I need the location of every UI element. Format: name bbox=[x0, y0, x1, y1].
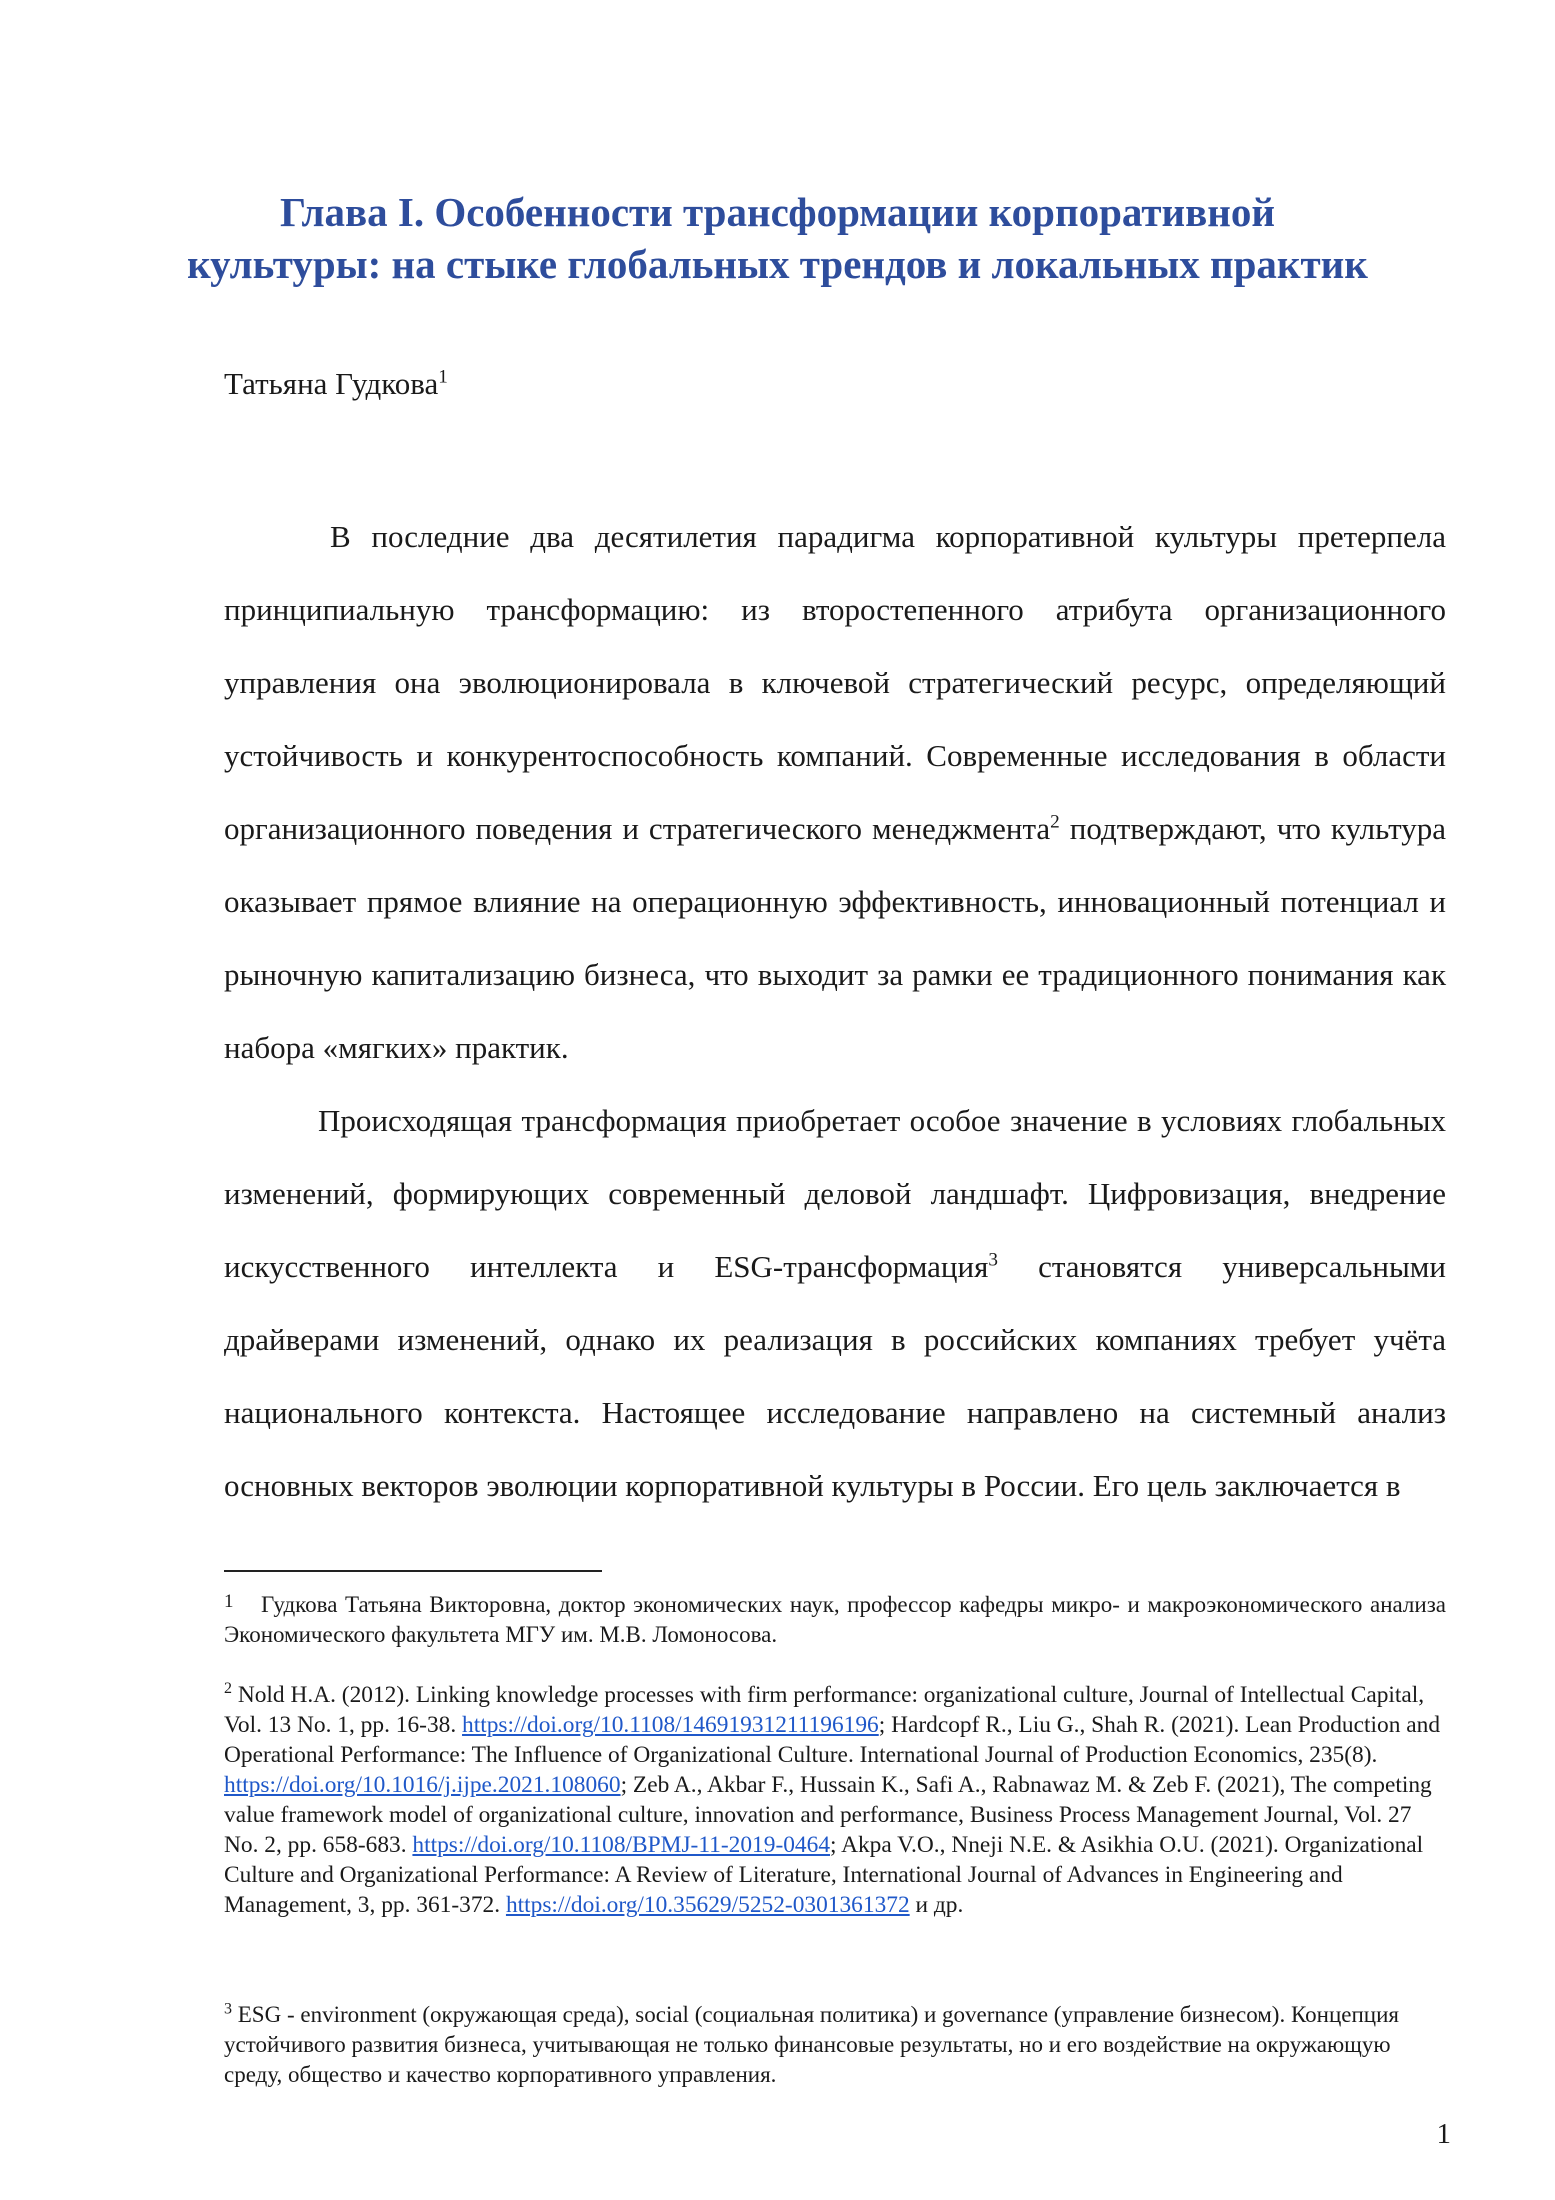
doi-link-4[interactable]: https://doi.org/10.35629/5252-0301361372 bbox=[505, 1892, 910, 1918]
footnote-2-text-3: ; Zeb A., Akbar F., Hussain K., Safi A., Rabnawaz M. & Zeb F. (2021), The competing value framework model of organizational culture, innovation and performance, Business Process Management Journal, Vol. 27 No. 2, pp. 658-683. bbox=[224, 1772, 1432, 1858]
footnote-2-number: 2 bbox=[224, 1680, 232, 1698]
footnote-1-text: Гудкова Татьяна Викторовна, доктор экономических наук, профессор кафедры микро- и макроэкономического анализа Экономического факультета МГУ им. М.В. Ломоносова. bbox=[224, 1592, 1446, 1647]
paragraph-1 bbox=[224, 500, 1446, 1084]
paragraph-1-text-b: подтверждают, что культура оказывает прямое влияние на операционную эффективность, инновационный потенциал и рыночную капитализацию бизнеса, что выходит за рамки ее традиционного понимания как набора «мягких» практик. bbox=[224, 811, 1447, 1065]
author-line bbox=[224, 364, 448, 404]
footnote-3 bbox=[224, 2000, 1446, 2090]
paragraph-2-text-a: Происходящая трансформация приобретает особое значение в условиях глобальных изменений, формирующих современный деловой ландшафт. Цифровизация, внедрение искусственного интеллекта и ESG-трансформация bbox=[224, 1103, 1446, 1284]
paragraph-2 bbox=[224, 1084, 1446, 1522]
author-footnote-ref[interactable]: 1 bbox=[438, 366, 448, 388]
chapter-title-line2: культуры: на стыке глобальных трендов и локальных практик bbox=[187, 241, 1368, 287]
footnote-1-number: 1 bbox=[224, 1591, 234, 1612]
footnote-2-text-2: ; Hardcopf R., Liu G., Shah R. (2021). Lean Production and Operational Performance: The Influence of Organizational Culture. International Journal of Production Economics, 235(8). bbox=[224, 1712, 1441, 1768]
chapter-title bbox=[150, 186, 1405, 290]
doi-link-1[interactable]: https://doi.org/10.1108/14691931211196196 bbox=[462, 1712, 879, 1738]
chapter-title-line1: Глава I. Особенности трансформации корпоративной bbox=[280, 189, 1275, 235]
footnote-ref-2[interactable]: 2 bbox=[1050, 811, 1060, 833]
doi-link-3[interactable]: https://doi.org/10.1108/BPMJ-11-2019-0464 bbox=[412, 1832, 831, 1858]
footnote-2-text-4: ; Akpa V.O., Nneji N.E. & Asikhia O.U. (2021). Organizational Culture and Organizational Performance: A Review of Literature, International Journal of Advances in Engineering and Management, 3, pp. 361-372. bbox=[224, 1832, 1424, 1918]
body-text bbox=[224, 500, 1446, 1522]
doi-link-2[interactable]: https://doi.org/10.1016/j.ijpe.2021.108060 bbox=[224, 1772, 621, 1798]
footnote-ref-3[interactable]: 3 bbox=[988, 1249, 998, 1271]
footnote-separator bbox=[224, 1570, 602, 1572]
footnote-2-text-5: и др. bbox=[909, 1892, 964, 1918]
footnote-1 bbox=[224, 1590, 1446, 1650]
footnote-2-text-1: Nold H.A. (2012). Linking knowledge processes with firm performance: organizational culture, Journal of Intellectual Capital, Vol. 13 No. 1, pp. 16-38. bbox=[224, 1682, 1425, 1738]
footnote-3-text: ESG - environment (окружающая среда), social (социальная политика) и governance (управление бизнесом). Концепция устойчивого развития бизнеса, учитывающая не только финансовые результаты, но и его воздействие на окружающую среду, общество и качество корпоративного управления. bbox=[224, 2002, 1399, 2087]
paragraph-1-text-a: В последние два десятилетия парадигма корпоративной культуры претерпела принципиальную трансформацию: из второстепенного атрибута организационного управления она эволюционировала в ключевой стратегический ресурс, определяющий устойчивость и конкурентоспособность компаний. Современные исследования в области организационного поведения и стратегического менеджмента bbox=[224, 519, 1446, 846]
footnote-3-number: 3 bbox=[224, 2000, 232, 2018]
paragraph-2-text-b: становятся универсальными драйверами изменений, однако их реализация в российских компаниях требует учёта национального контекста. Настоящее исследование направлено на системный анализ основных векторов эволюции корпоративной культуры в России. Его цель заключается в bbox=[224, 1249, 1446, 1503]
page-number: 1 bbox=[1436, 2118, 1451, 2150]
author-name: Татьяна Гудкова bbox=[224, 366, 439, 401]
footnote-2 bbox=[224, 1680, 1446, 1920]
